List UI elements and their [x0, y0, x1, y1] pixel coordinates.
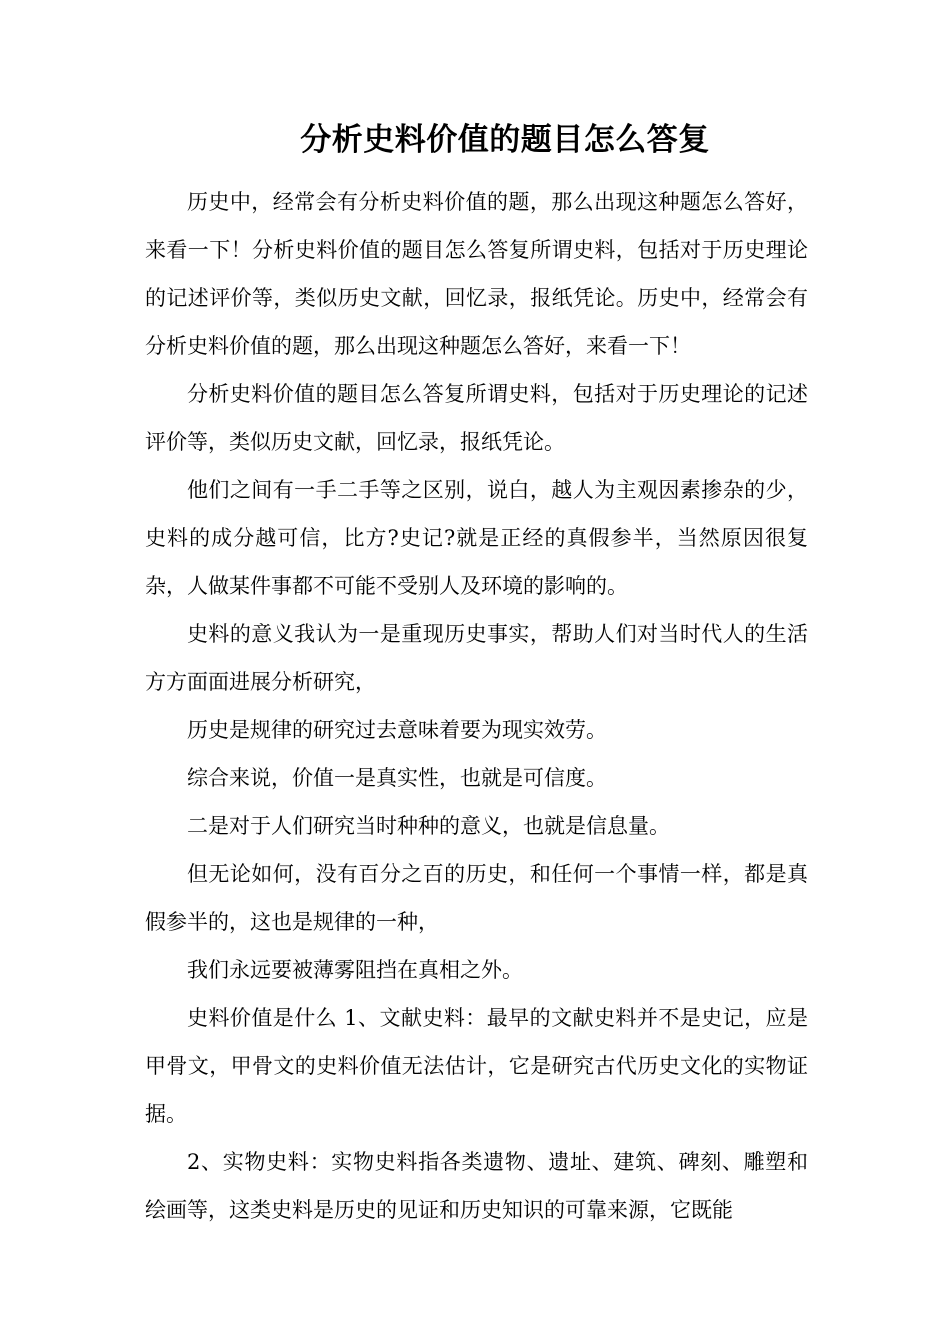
paragraph: 二是对于人们研究当时种种的意义，也就是信息量。	[187, 814, 670, 838]
paragraph: 史料价值是什么 1、文献史料：最早的文献史料并不是史记，应是甲骨文，甲骨文的史料价值无法估计，它是研究古代历史文化的实物证据。	[145, 1006, 808, 1126]
paragraph: 史料的意义我认为一是重现历史事实，帮助人们对当时代人的生活方方面面进展分析研究，	[145, 622, 808, 694]
paragraph: 分析史料价值的题目怎么答复所谓史料，包括对于历史理论的记述评价等，类似历史文献，回忆录，报纸凭论。	[145, 382, 808, 454]
paragraph: 历史是规律的研究过去意味着要为现实效劳。	[187, 718, 607, 742]
document-body	[145, 178, 808, 1234]
paragraph: 但无论如何，没有百分之百的历史，和任何一个事情一样，都是真假参半的，这也是规律的一种，	[145, 862, 808, 934]
paragraph: 我们永远要被薄雾阻挡在真相之外。	[187, 958, 523, 982]
paragraph: 他们之间有一手二手等之区别，说白，越人为主观因素掺杂的少，史料的成分越可信，比方?史记?就是正经的真假参半，当然原因很复杂，人做某件事都不可能不受别人及环境的影响的。	[145, 478, 808, 598]
paragraph: 综合来说，价值一是真实性，也就是可信度。	[187, 766, 607, 790]
paragraph: 2、实物史料：实物史料指各类遗物、遗址、建筑、碑刻、雕塑和绘画等，这类史料是历史的见证和历史知识的可靠来源，它既能	[145, 1150, 808, 1222]
paragraph: 历史中，经常会有分析史料价值的题，那么出现这种题怎么答好，来看一下！分析史料价值的题目怎么答复所谓史料，包括对于历史理论的记述评价等，类似历史文献，回忆录，报纸凭论。历史中，经常会有分析史料价值的题，那么出现这种题怎么答好，来看一下！	[145, 190, 808, 358]
document-title: 分析史料价值的题目怎么答复	[300, 122, 710, 158]
